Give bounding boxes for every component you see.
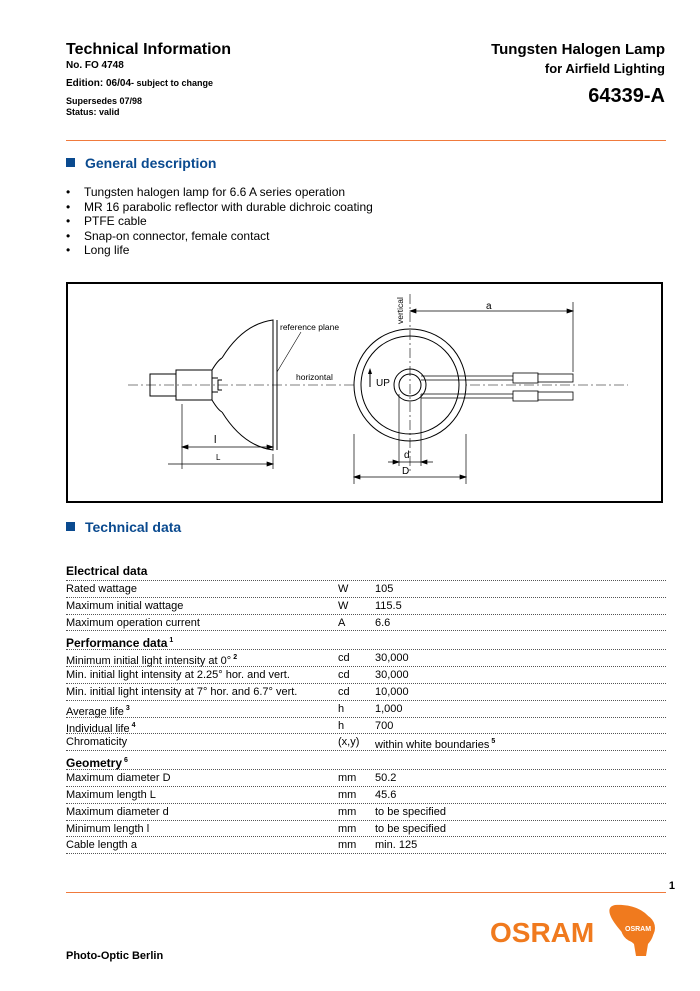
value: 115.5 (375, 599, 402, 612)
footnote-ref: 2 (233, 654, 238, 662)
d-label: d (404, 450, 410, 461)
table-row (66, 804, 666, 821)
general-description-list (66, 185, 373, 258)
table-row (66, 734, 666, 751)
value: 50.2 (375, 772, 397, 785)
general-description-heading (66, 155, 216, 171)
list-item: • Snap-on connector, female contact (66, 229, 373, 244)
value: 45.6 (375, 788, 397, 801)
supersedes: Supersedes 07/98 (66, 96, 143, 106)
L-label: L (216, 453, 221, 462)
technical-data-heading (66, 519, 181, 535)
unit: mm (338, 822, 357, 835)
section-square-icon (66, 522, 75, 531)
param: Maximum length L (66, 788, 156, 801)
geometry-heading (66, 751, 666, 770)
unit: mm (338, 788, 357, 801)
table-row (66, 787, 666, 804)
unit: mm (338, 805, 357, 818)
footnote-ref: 4 (131, 721, 136, 729)
list-item: • MR 16 parabolic reflector with durable dichroic coating (66, 200, 373, 215)
param: Maximum diameter d (66, 805, 169, 818)
param: Maximum initial wattage (66, 599, 184, 612)
param: Maximum diameter D (66, 772, 171, 785)
unit: cd (338, 652, 350, 665)
unit: W (338, 583, 349, 595)
technical-data-title: Technical data (85, 519, 182, 535)
reference-plane-label: reference plane (280, 322, 340, 332)
value: to be specified (375, 805, 446, 818)
electrical-data-heading (66, 562, 666, 581)
table-row (66, 718, 666, 735)
unit: mm (338, 839, 357, 852)
product-code: 64339-A (588, 85, 665, 107)
table-row (66, 837, 666, 854)
value: 30,000 (375, 652, 409, 665)
value: 700 (375, 719, 394, 732)
param: Min. initial light intensity at 2.25° hor. and vert. (66, 669, 290, 682)
unit: mm (338, 772, 357, 785)
list-item: • PTFE cable (66, 214, 373, 229)
horizontal-label: horizontal (296, 372, 333, 382)
a-label: a (486, 301, 492, 312)
lamp-drawing-svg (68, 284, 661, 501)
table-row (66, 667, 666, 684)
value: within white boundaries (375, 739, 490, 752)
footnote-ref: 1 (169, 637, 174, 645)
edition-note: - subject to change (131, 78, 214, 88)
group-title: Geometry (66, 756, 123, 771)
value: 1,000 (375, 702, 403, 715)
up-label: UP (376, 378, 390, 389)
table-row (66, 821, 666, 838)
footer-rule (66, 892, 666, 893)
unit: (x,y) (338, 736, 360, 749)
footer-city: Photo-Optic Berlin (66, 950, 164, 962)
value: to be specified (375, 822, 446, 835)
osram-logo-svg (488, 900, 668, 960)
status: Status: valid (66, 107, 120, 117)
table-row (66, 650, 666, 667)
footnote-ref: 5 (491, 738, 496, 746)
performance-data-heading (66, 631, 666, 650)
lamp-dimension-drawing (66, 282, 663, 503)
unit: h (338, 719, 345, 732)
unit: cd (338, 669, 350, 682)
general-description-title: General description (85, 155, 217, 171)
table-row (66, 615, 666, 632)
unit: A (338, 616, 346, 629)
footnote-ref: 6 (124, 757, 128, 765)
table-row (66, 598, 666, 615)
group-title: Performance data (66, 636, 168, 651)
osram-bulb-text: OSRAM (625, 926, 652, 933)
param: Maximum operation current (66, 616, 200, 629)
vertical-label: vertical (395, 297, 405, 324)
value: min. 125 (375, 839, 418, 852)
edition-line (66, 78, 213, 89)
param: Min. initial light intensity at 7° hor. and 6.7° vert. (66, 685, 298, 698)
unit: h (338, 702, 345, 715)
document-number: No. FO 4748 (66, 60, 124, 71)
osram-logo (488, 900, 668, 960)
value: 30,000 (375, 669, 409, 682)
param: Chromaticity (66, 736, 128, 749)
param: Minimum initial light intensity at 0° (66, 655, 232, 668)
l-label: l (214, 434, 217, 446)
value: 6.6 (375, 616, 391, 629)
reference-plane-leader (277, 332, 301, 372)
unit: W (338, 599, 349, 612)
param: Individual life (66, 722, 130, 735)
footnote-ref: 3 (125, 704, 130, 712)
section-square-icon (66, 158, 75, 167)
list-item: • Long life (66, 243, 373, 258)
param: Cable length a (66, 839, 137, 852)
value: 105 (375, 583, 394, 595)
document-title: Technical Information (66, 41, 232, 58)
param: Minimum length l (66, 822, 150, 835)
edition: Edition: 06/04 (66, 78, 132, 89)
table-row (66, 701, 666, 718)
table-row (66, 684, 666, 701)
osram-wordmark: OSRAM (490, 917, 595, 948)
header-rule (66, 140, 666, 141)
param: Rated wattage (66, 583, 137, 595)
list-item: • Tungsten halogen lamp for 6.6 A series operation (66, 185, 373, 200)
D-label: D (402, 466, 410, 477)
page-number: 1 (668, 880, 675, 892)
technical-data-table (66, 562, 666, 854)
unit: cd (338, 685, 350, 698)
value: 10,000 (375, 685, 409, 698)
product-line-2: for Airfield Lighting (544, 61, 665, 76)
table-row (66, 581, 666, 598)
group-title: Electrical data (66, 564, 148, 578)
product-line-1: Tungsten Halogen Lamp (491, 41, 665, 58)
table-row (66, 770, 666, 787)
param: Average life (66, 705, 124, 718)
